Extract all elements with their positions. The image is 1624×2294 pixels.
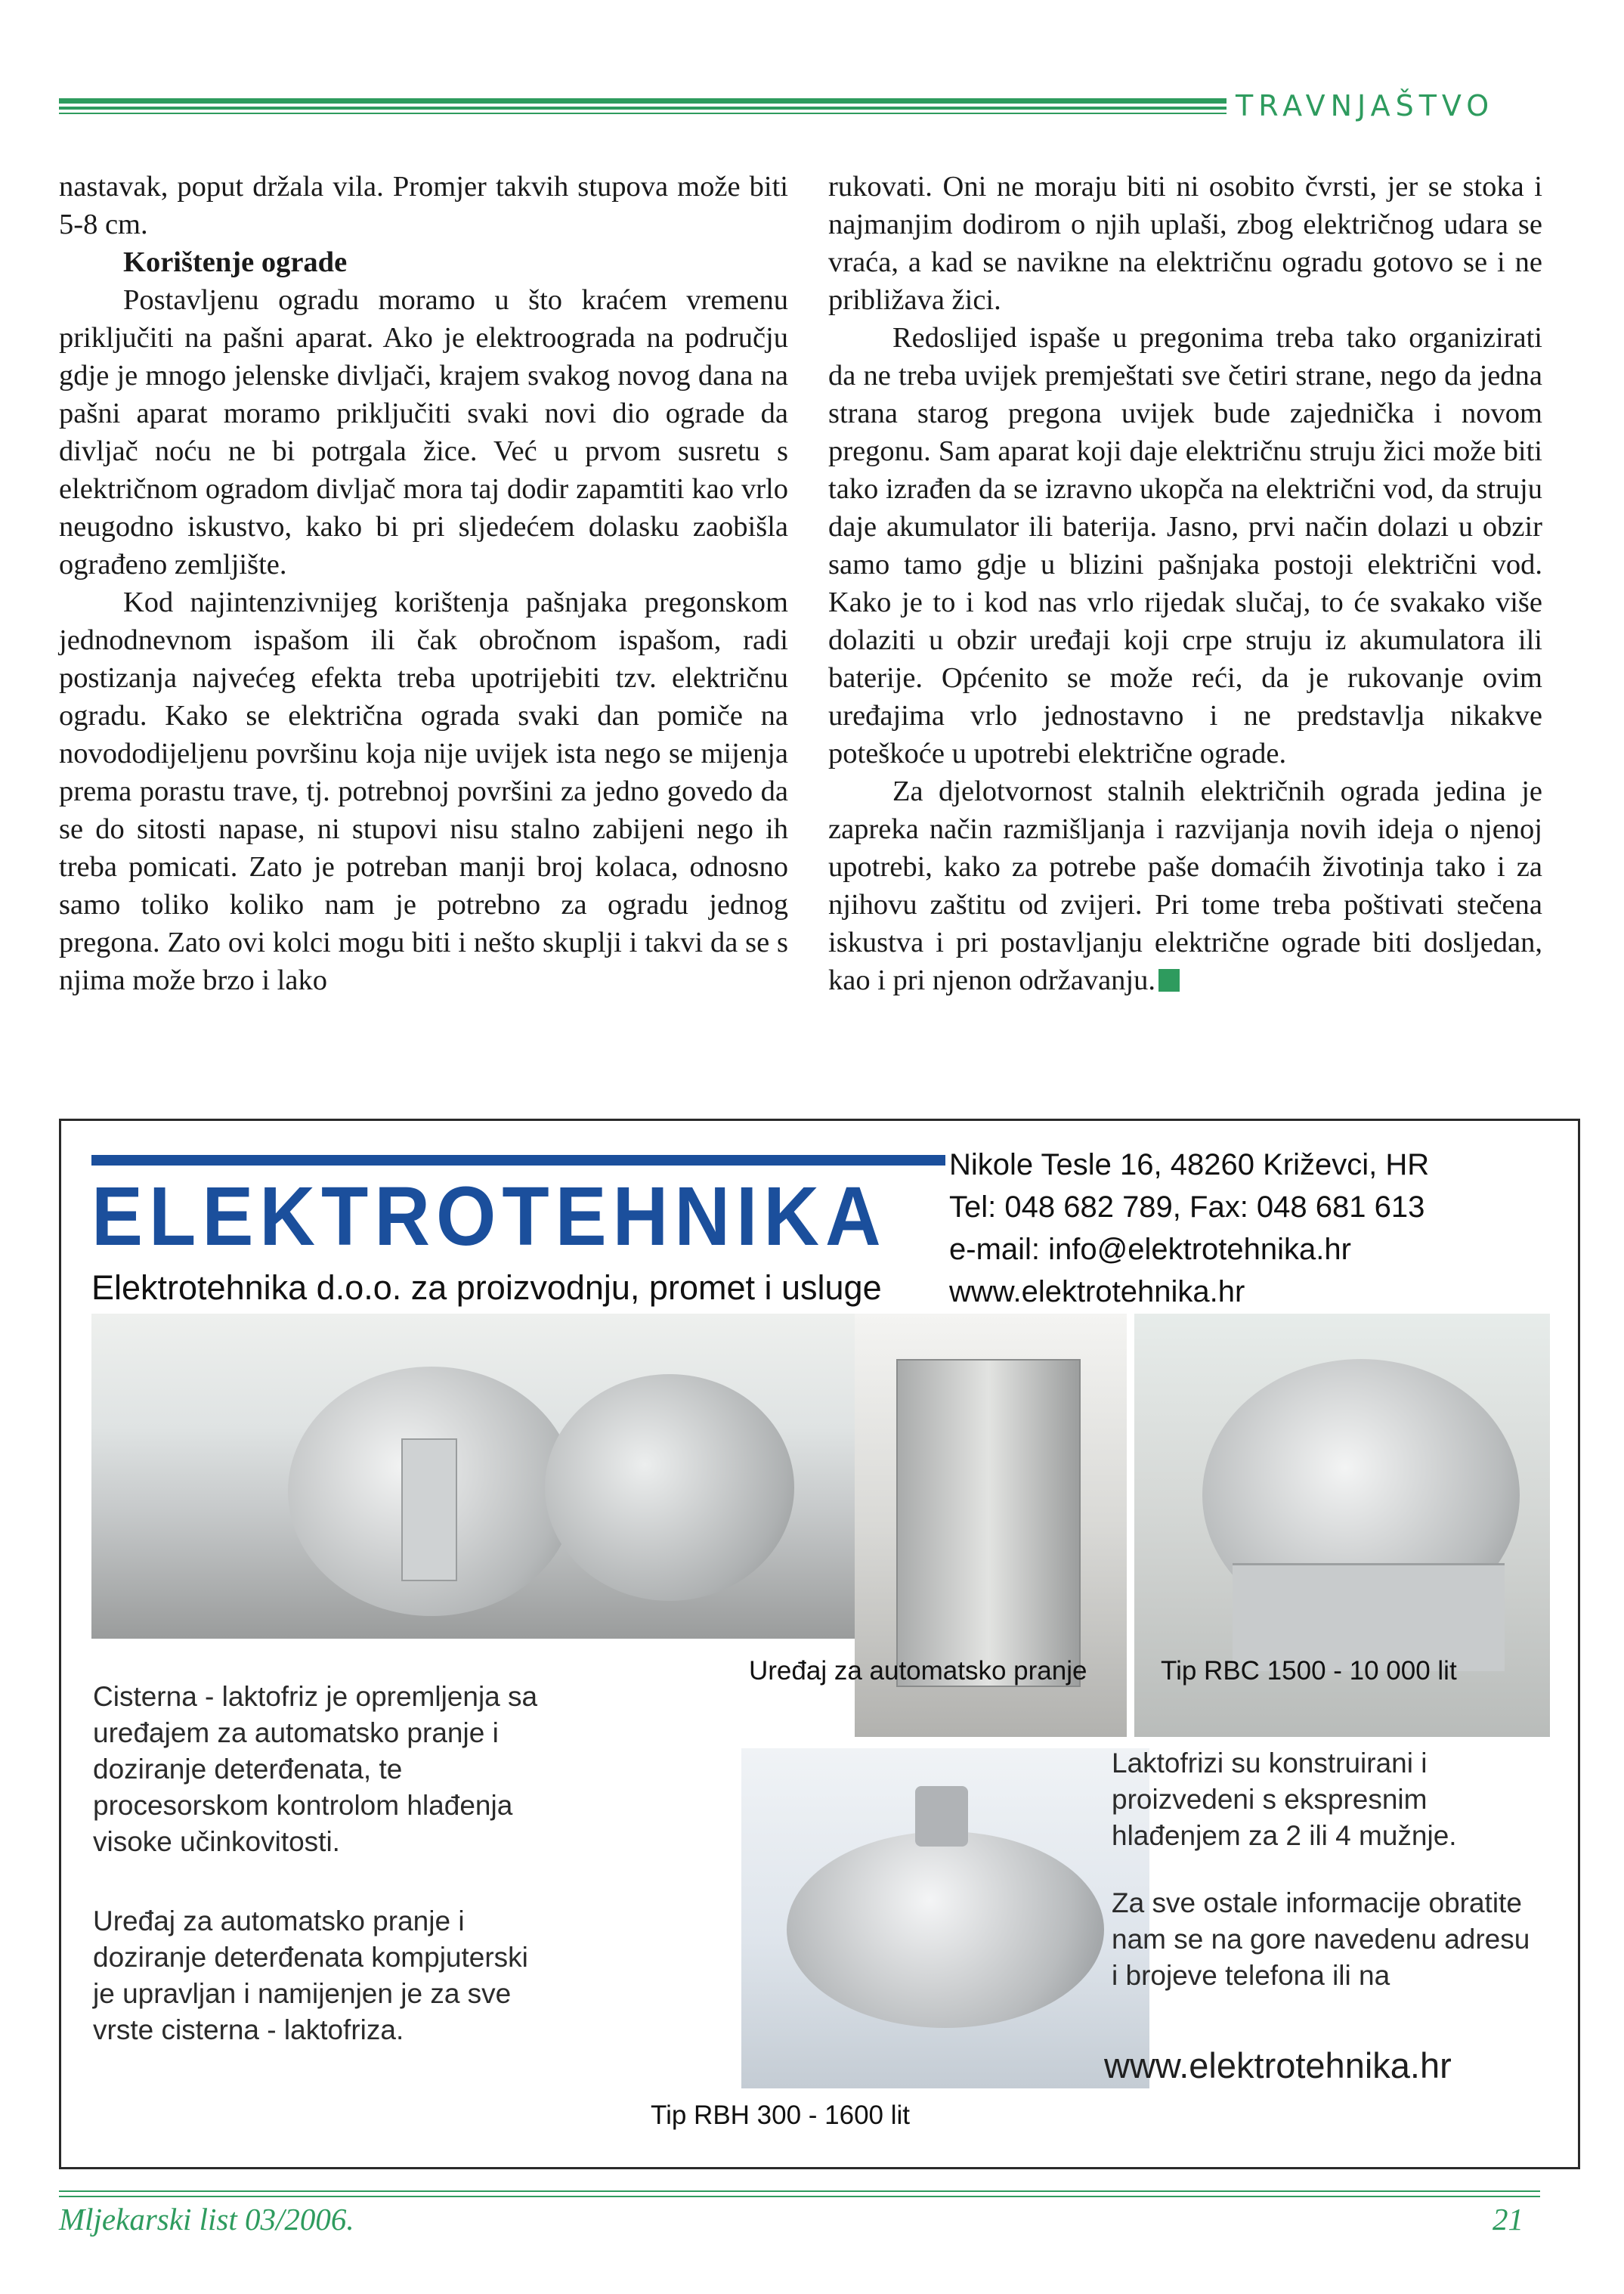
end-of-article-marker — [1158, 969, 1180, 992]
logo-bar — [91, 1155, 945, 1166]
company-logo — [91, 1155, 945, 1261]
ad-website[interactable]: www.elektrotehnika.hr — [1104, 2045, 1452, 2085]
paragraph: nastavak, poput držala vila. Promjer takvih stupova može biti 5-8 cm. — [59, 171, 788, 240]
logo-wordmark: ELEKTROTEHNIKA — [91, 1169, 887, 1263]
article-column-right — [828, 168, 1542, 999]
contact-block — [949, 1144, 1429, 1313]
article-column-left — [59, 168, 788, 999]
page-number: 21 — [1493, 2202, 1523, 2237]
caption-rbh: Tip RBH 300 - 1600 lit — [651, 2101, 911, 2130]
contact-address: Nikole Tesle 16, 48260 Križevci, HR — [949, 1148, 1430, 1181]
caption-rbc: Tip RBC 1500 - 10 000 lit — [1161, 1656, 1457, 1686]
paragraph: Postavljenu ogradu moramo u što kraćem vremenu priključiti na pašni aparat. Ako je elektroograda na području gdje je mnogo jelenske divljači, krajem svakog novog dana na pašni aparat moramo priključiti svaki novi dio ograde da divljač noću ne bi potrgala žice. Već u prvom susretu s električnom ogradom divljač mora taj dodir zapamtiti kao vrlo neugodno iskustvo, kako bi pri sljedećem dolasku zaobišla ograđeno zemljište. — [59, 284, 788, 580]
footer-rule — [59, 2190, 1540, 2197]
journal-issue: Mljekarski list 03/2006. — [59, 2202, 354, 2237]
photo-rbh-tank — [741, 1748, 1149, 2088]
ad-text-wash: Uređaj za automatsko pranje i doziranje deterđenata kompjuterski je upravljan i namijenjen je za sve vrste cisterna - laktofriza. — [93, 1905, 528, 2045]
advertisement — [59, 1119, 1580, 2169]
contact-website: www.elektrotehnika.hr — [949, 1275, 1245, 1308]
header-rule — [59, 98, 1227, 114]
contact-phone: Tel: 048 682 789, Fax: 048 681 613 — [949, 1190, 1425, 1224]
photo-tanks-room — [91, 1314, 923, 1639]
ad-text-info: Za sve ostale informacije obratite nam se na gore navedenu adresu i brojeve telefona ili na — [1112, 1887, 1530, 1991]
subheading: Korištenje ograde — [123, 246, 348, 278]
paragraph-text: Za djelotvornost stalnih električnih ograda jedina je zapreka način razmišljanja i razvijanja novih ideja o njenoj upotrebi, kako za potrebe paše domaćih životinja tako i za njihovu zaštitu od zvijeri. Pri tome treba poštivati stečena iskustva i pri postavljanju električne ograde biti dosljedan, kao i pri njenon održavanju. — [828, 776, 1542, 996]
ad-text-laktofrizi: Laktofrizi su konstruirani i proizvedeni s ekspresnim hlađenjem za 2 ili 4 mužnje. — [1112, 1748, 1457, 1851]
section-title: TRAVNJAŠTVO — [1236, 89, 1495, 122]
paragraph: Redoslijed ispaše u pregonima treba tako organizirati da ne treba uvijek premještati sve četiri strane, nego da jedna strana starog pregona uvijek bude zajednička i novom pregonu. Sam aparat koji daje električnu struju žici može biti tako izrađen da se izravno ukopča na električni vod, da struju daje akumulator ili baterija. Jasno, prvi način dolazi u obzir samo tamo gdje u blizini pašnjaka postoji električni vod. Kako je to i kod nas vrlo rijedak slučaj, to će svakako više dolaziti u obzir uređaji koji crpe struju iz akumulatora ili baterije. Općenito se može reći, da je rukovanje ovim uređajima vrlo jednostavno i ne predstavlja nikakve poteškoće u upotrebi električne ograde. — [828, 322, 1542, 769]
paragraph-last — [828, 772, 1542, 999]
company-tagline: Elektrotehnika d.o.o. za proizvodnju, promet i usluge — [91, 1268, 882, 1307]
paragraph: rukovati. Oni ne moraju biti ni osobito čvrsti, jer se stoka i najmanjim dodirom o njih uplaši, zbog električnog udara se vraća, a kad se navikne na električnu ogradu gotovo se i ne približava žici. — [828, 171, 1542, 316]
ad-text-cisterna: Cisterna - laktofriz je opremljenja sa uređajem za automatsko pranje i doziranje deterđenata, te procesorskom kontrolom hlađenja visoke učinkovitosti. — [93, 1681, 538, 1857]
paragraph: Kod najintenzivnijeg korištenja pašnjaka pregonskom jednodnevnom ispašom ili čak obročnom ispašom, radi postizanja najvećeg efekta treba upotrijebiti tzv. električnu ogradu. Kako se električna ograda svaki dan pomiče na novododijeljenu površinu koja nije uvijek ista nego se mijenja prema porastu trave, tj. potrebnoj površini za jedno govedo da se do sitosti napase, ni stupovi nisu stalno zabijeni nego ih treba pomicati. Zato je potreban manji broj kolaca, odnosno samo toliko koliko nam je potrebno za ogradu jednog pregona. Zato ovi kolci mogu biti i nešto skuplji i takvi da se s njima može brzo i lako — [59, 587, 788, 996]
caption-wash-unit: Uređaj za automatsko pranje — [749, 1656, 1087, 1686]
contact-email: e-mail: info@elektrotehnika.hr — [949, 1233, 1351, 1266]
